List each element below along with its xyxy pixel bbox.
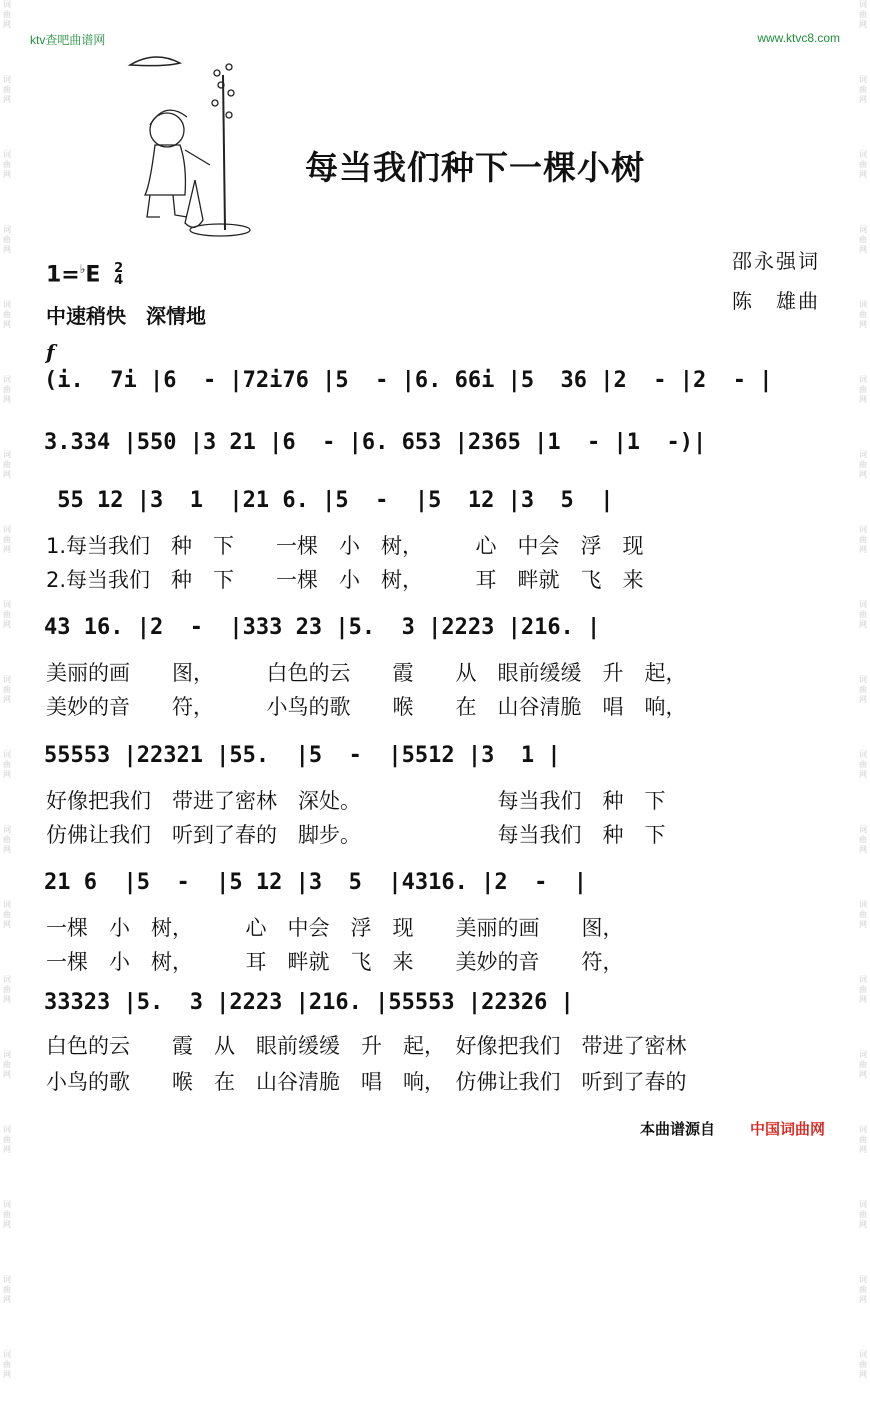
score-row-7: 33323 |5. 3 |2223 |216. |55553 |22326 | (44, 990, 574, 1015)
watermark-glyph: 词 (3, 525, 11, 534)
watermark-glyph: 网 (3, 170, 11, 179)
watermark-glyph: 曲 (3, 985, 11, 994)
watermark-gap (0, 105, 14, 133)
watermark-glyph: 曲 (3, 1285, 11, 1294)
footer-source-site[interactable]: 中国词曲网 (750, 1120, 826, 1138)
right-watermark-strip (856, 0, 870, 1379)
lyric-row-7-verse-1: 白色的云 霞 从 眼前缓缓 升 起， 好像把我们 带进了密林 (46, 1034, 687, 1058)
watermark-glyph: 曲 (859, 310, 867, 319)
watermark-gap (0, 1080, 14, 1108)
header-right-site[interactable]: www.ktvc8.com (757, 31, 840, 45)
watermark-glyph: 曲 (859, 85, 867, 94)
watermark-glyph: 词 (3, 300, 11, 309)
watermark-glyph: 网 (859, 170, 867, 179)
watermark-glyph: 词 (859, 600, 867, 609)
lyric-row-5-verse-2: 仿佛让我们 听到了春的 脚步。 每当我们 种 下 (46, 823, 666, 847)
watermark-glyph: 词 (3, 1125, 11, 1134)
lyricist-credit: 邵永强词 (732, 249, 820, 273)
watermark-glyph: 曲 (859, 385, 867, 394)
watermark-glyph: 网 (859, 770, 867, 779)
watermark-gap (856, 105, 870, 133)
footer-source-label: 本曲谱源自 (640, 1120, 716, 1138)
watermark-glyph: 曲 (859, 685, 867, 694)
watermark-glyph: 网 (3, 245, 11, 254)
watermark-gap (856, 255, 870, 283)
watermark-glyph: 词 (859, 300, 867, 309)
watermark-glyph: 曲 (3, 85, 11, 94)
score-row-4: 43 16. |2 - |333 23 |5. 3 |2223 |216. | (44, 615, 601, 640)
watermark-glyph: 网 (859, 695, 867, 704)
watermark-glyph: 词 (3, 375, 11, 384)
lyric-row-4-verse-2: 美妙的音 符， 小鸟的歌 喉 在 山谷清脆 唱 响， (46, 695, 687, 719)
watermark-glyph: 网 (3, 395, 11, 404)
flat-sign: ♭ (79, 262, 86, 276)
key-prefix: 1= (46, 262, 80, 288)
watermark-glyph: 词 (859, 900, 867, 909)
watermark-gap (0, 330, 14, 358)
watermark-glyph: 词 (859, 75, 867, 84)
watermark-glyph: 网 (3, 95, 11, 104)
watermark-glyph: 词 (3, 75, 11, 84)
watermark-gap (856, 705, 870, 733)
watermark-glyph: 网 (3, 995, 11, 1004)
watermark-gap (0, 1380, 14, 1408)
watermark-gap (856, 1080, 870, 1108)
watermark-glyph: 曲 (859, 1060, 867, 1069)
watermark-glyph: 词 (859, 825, 867, 834)
watermark-glyph: 网 (859, 995, 867, 1004)
lyric-row-3-verse-1: 1.每当我们 种 下 一棵 小 树， 心 中会 浮 现 (46, 534, 644, 558)
watermark-glyph: 网 (3, 920, 11, 929)
time-bottom: 4 (114, 273, 124, 289)
watermark-glyph: 网 (859, 545, 867, 554)
watermark-gap (856, 1155, 870, 1183)
watermark-gap (856, 855, 870, 883)
watermark-glyph: 网 (3, 695, 11, 704)
watermark-glyph: 网 (3, 770, 11, 779)
watermark-glyph: 词 (859, 1125, 867, 1134)
watermark-gap (0, 555, 14, 583)
watermark-glyph: 曲 (859, 610, 867, 619)
watermark-glyph: 网 (859, 395, 867, 404)
watermark-glyph: 曲 (859, 910, 867, 919)
watermark-glyph: 网 (3, 1295, 11, 1304)
watermark-glyph: 词 (859, 1275, 867, 1284)
watermark-glyph: 词 (859, 1350, 867, 1359)
watermark-glyph: 词 (859, 750, 867, 759)
watermark-glyph: 网 (3, 320, 11, 329)
time-top: 2 (114, 261, 124, 277)
lyric-row-3-verse-2: 2.每当我们 种 下 一棵 小 树， 耳 畔就 飞 来 (46, 568, 644, 592)
watermark-glyph: 词 (3, 825, 11, 834)
watermark-glyph: 曲 (3, 835, 11, 844)
watermark-gap (856, 1380, 870, 1408)
watermark-glyph: 曲 (859, 460, 867, 469)
watermark-glyph: 曲 (859, 1135, 867, 1144)
time-signature (114, 263, 123, 287)
watermark-gap (0, 480, 14, 508)
watermark-glyph: 词 (3, 450, 11, 459)
child-planting-tree-illustration (125, 45, 255, 245)
song-title: 每当我们种下一棵小树 (305, 148, 645, 187)
lyric-row-5-verse-1: 好像把我们 带进了密林 深处。 每当我们 种 下 (46, 789, 666, 813)
watermark-glyph: 曲 (859, 10, 867, 19)
lyric-row-7-verse-2: 小鸟的歌 喉 在 山谷清脆 唱 响， 仿佛让我们 听到了春的 (46, 1070, 687, 1094)
watermark-glyph: 网 (859, 320, 867, 329)
watermark-glyph: 词 (859, 525, 867, 534)
watermark-glyph: 网 (3, 1370, 11, 1379)
watermark-glyph: 词 (3, 225, 11, 234)
watermark-gap (856, 30, 870, 58)
watermark-gap (856, 555, 870, 583)
watermark-glyph: 网 (859, 920, 867, 929)
watermark-glyph: 词 (3, 1350, 11, 1359)
watermark-glyph: 词 (859, 1200, 867, 1209)
watermark-glyph: 曲 (3, 610, 11, 619)
watermark-glyph: 网 (3, 1145, 11, 1154)
score-row-1: (i. 7i |6 - |72i76 |5 - |6. 66i |5 36 |2 - |2 - | (44, 368, 773, 393)
watermark-glyph: 词 (859, 375, 867, 384)
tempo-marking: 中速稍快 深情地 (46, 304, 206, 328)
watermark-glyph: 曲 (3, 460, 11, 469)
score-row-6: 21 6 |5 - |5 12 |3 5 |4316. |2 - | (44, 870, 588, 895)
watermark-gap (0, 855, 14, 883)
watermark-gap (856, 480, 870, 508)
watermark-glyph: 网 (3, 620, 11, 629)
watermark-gap (856, 780, 870, 808)
watermark-glyph: 网 (859, 1370, 867, 1379)
watermark-glyph: 网 (859, 1220, 867, 1229)
dynamic-marking: f (46, 340, 55, 364)
watermark-glyph: 词 (3, 750, 11, 759)
watermark-glyph: 词 (859, 225, 867, 234)
watermark-glyph: 网 (859, 845, 867, 854)
watermark-glyph: 网 (859, 620, 867, 629)
watermark-gap (856, 1005, 870, 1033)
watermark-glyph: 曲 (859, 235, 867, 244)
watermark-gap (856, 1305, 870, 1333)
watermark-gap (0, 180, 14, 208)
header-left-site[interactable]: ktv查吧曲谱网 (30, 33, 106, 47)
key-signature (46, 262, 123, 287)
watermark-glyph: 词 (3, 1050, 11, 1059)
watermark-gap (856, 180, 870, 208)
score-row-5: 55553 |22321 |55. |5 - |5512 |3 1 | (44, 743, 561, 768)
watermark-glyph: 词 (3, 1200, 11, 1209)
watermark-glyph: 网 (859, 1145, 867, 1154)
watermark-glyph: 词 (3, 1275, 11, 1284)
watermark-glyph: 曲 (3, 235, 11, 244)
watermark-glyph: 词 (859, 450, 867, 459)
watermark-glyph: 曲 (859, 535, 867, 544)
watermark-glyph: 网 (3, 845, 11, 854)
watermark-gap (856, 1230, 870, 1258)
watermark-gap (0, 30, 14, 58)
watermark-glyph: 词 (3, 600, 11, 609)
watermark-gap (0, 630, 14, 658)
watermark-glyph: 曲 (3, 310, 11, 319)
watermark-glyph: 词 (859, 0, 867, 9)
key-note: E (85, 262, 101, 288)
watermark-gap (0, 255, 14, 283)
watermark-glyph: 词 (859, 675, 867, 684)
watermark-gap (0, 1005, 14, 1033)
watermark-glyph: 曲 (859, 1360, 867, 1369)
watermark-glyph: 网 (859, 95, 867, 104)
score-row-3: 55 12 |3 1 |21 6. |5 - |5 12 |3 5 | (44, 488, 614, 513)
watermark-glyph: 曲 (3, 1060, 11, 1069)
watermark-glyph: 曲 (3, 1360, 11, 1369)
watermark-gap (0, 780, 14, 808)
watermark-glyph: 网 (859, 20, 867, 29)
watermark-glyph: 词 (3, 150, 11, 159)
watermark-glyph: 曲 (3, 10, 11, 19)
watermark-glyph: 词 (3, 975, 11, 984)
watermark-glyph: 网 (3, 1070, 11, 1079)
watermark-glyph: 曲 (859, 835, 867, 844)
watermark-glyph: 词 (3, 0, 11, 9)
watermark-gap (0, 930, 14, 958)
watermark-gap (856, 405, 870, 433)
watermark-glyph: 曲 (859, 760, 867, 769)
watermark-glyph: 网 (3, 470, 11, 479)
watermark-glyph: 词 (859, 1050, 867, 1059)
watermark-glyph: 曲 (3, 160, 11, 169)
watermark-glyph: 曲 (3, 910, 11, 919)
watermark-gap (856, 930, 870, 958)
watermark-glyph: 曲 (3, 685, 11, 694)
score-row-2: 3.334 |550 |3 21 |6 - |6. 653 |2365 |1 - |1 -)| (44, 430, 707, 455)
watermark-gap (0, 1230, 14, 1258)
watermark-glyph: 网 (3, 20, 11, 29)
watermark-glyph: 网 (3, 545, 11, 554)
watermark-glyph: 曲 (859, 1285, 867, 1294)
watermark-glyph: 曲 (3, 1135, 11, 1144)
left-watermark-strip (0, 0, 14, 1379)
watermark-glyph: 网 (859, 245, 867, 254)
watermark-glyph: 词 (859, 150, 867, 159)
lyric-row-6-verse-1: 一棵 小 树， 心 中会 浮 现 美丽的画 图， (46, 916, 624, 940)
watermark-glyph: 曲 (3, 385, 11, 394)
watermark-gap (0, 405, 14, 433)
watermark-glyph: 曲 (3, 760, 11, 769)
watermark-glyph: 曲 (859, 1210, 867, 1219)
watermark-glyph: 网 (859, 1070, 867, 1079)
watermark-gap (856, 630, 870, 658)
watermark-glyph: 词 (859, 975, 867, 984)
watermark-glyph: 词 (3, 675, 11, 684)
lyric-row-6-verse-2: 一棵 小 树， 耳 畔就 飞 来 美妙的音 符， (46, 950, 624, 974)
watermark-gap (0, 1155, 14, 1183)
watermark-glyph: 网 (859, 470, 867, 479)
watermark-gap (0, 705, 14, 733)
watermark-glyph: 曲 (859, 985, 867, 994)
composer-credit: 陈 雄曲 (732, 289, 820, 313)
watermark-glyph: 曲 (3, 1210, 11, 1219)
watermark-glyph: 曲 (859, 160, 867, 169)
lyric-row-4-verse-1: 美丽的画 图， 白色的云 霞 从 眼前缓缓 升 起， (46, 661, 687, 685)
watermark-glyph: 词 (3, 900, 11, 909)
watermark-gap (856, 330, 870, 358)
watermark-glyph: 网 (3, 1220, 11, 1229)
watermark-glyph: 曲 (3, 535, 11, 544)
watermark-gap (0, 1305, 14, 1333)
watermark-glyph: 网 (859, 1295, 867, 1304)
